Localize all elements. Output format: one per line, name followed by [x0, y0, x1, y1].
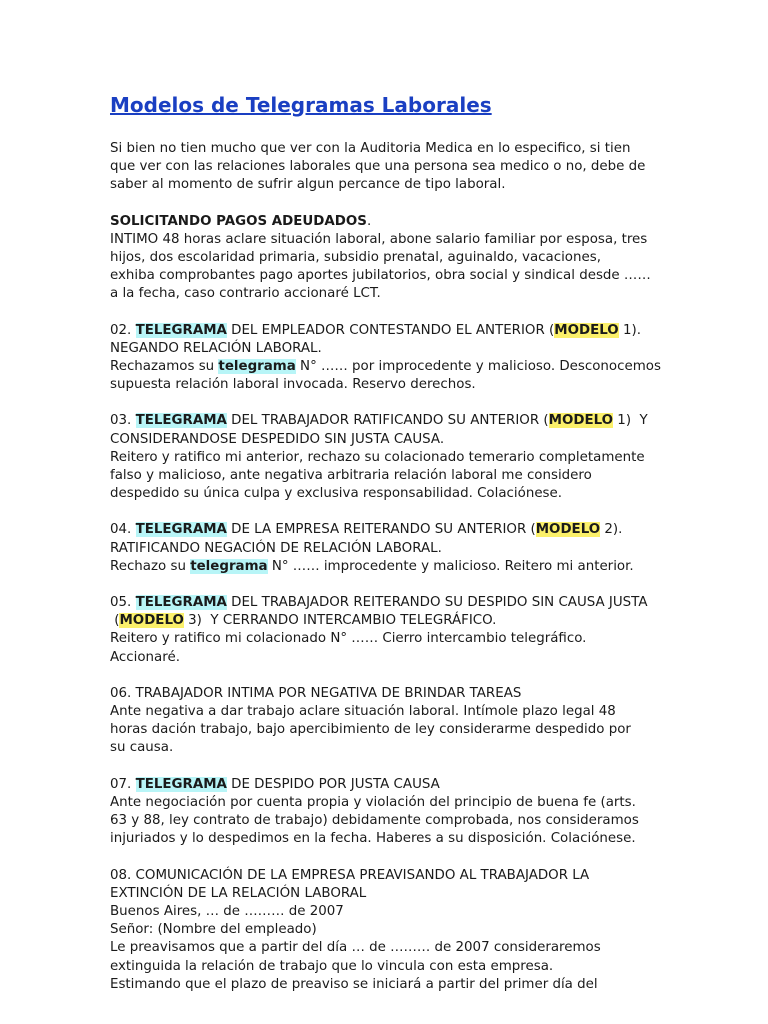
text-fragment: (	[110, 613, 120, 629]
heading-text: SOLICITANDO PAGOS ADEUDADOS	[110, 213, 367, 229]
text-line: su causa.	[110, 740, 174, 756]
text-line: Ante negociación por cuenta propia y violación del principio de buena fe (arts.	[110, 794, 636, 810]
text-line: saber al momento de sufrir algun percance de tipo laboral.	[110, 177, 506, 193]
text-line: Si bien no tien mucho que ver con la Auditoria Medica en lo especifico, si tien	[110, 141, 631, 156]
keyword-highlight: TELEGRAMA	[135, 595, 227, 611]
text-fragment: Rechazo su	[110, 558, 191, 574]
section-02	[110, 322, 670, 395]
section-heading: EXTINCIÓN DE LA RELACIÓN LABORAL	[110, 885, 367, 901]
section-heading	[110, 594, 670, 612]
section-number: 03.	[110, 413, 136, 429]
section-07	[110, 776, 670, 849]
text-line: CONSIDERANDOSE DESPEDIDO SIN JUSTA CAUSA.	[110, 431, 445, 447]
section-number: 07.	[110, 776, 136, 792]
heading-text: 1).	[618, 322, 641, 338]
text-line: despedido su única culpa y exclusiva responsabilidad. Colaciónese.	[110, 486, 563, 502]
text-line: Señor: (Nombre del empleado)	[110, 922, 317, 938]
heading-text: DEL TRABAJADOR REITERANDO SU DESPIDO SIN CAUSA JUSTA	[226, 595, 648, 611]
text-fragment: 3) Y CERRANDO INTERCAMBIO TELEGRÁFICO.	[183, 613, 497, 629]
section-heading	[110, 322, 670, 340]
document-page	[110, 90, 670, 1012]
heading-text: DE LA EMPRESA REITERANDO SU ANTERIOR (	[226, 522, 536, 538]
keyword-highlight: TELEGRAMA	[135, 522, 227, 538]
text-line: Ante negativa a dar trabajo aclare situación laboral. Intímole plazo legal 48	[110, 704, 616, 720]
text-line: exhiba comprobantes pago aportes jubilatorios, obra social y sindical desde ……	[110, 268, 651, 284]
text-line: Accionaré.	[110, 649, 180, 665]
text-line: a la fecha, caso contrario accionaré LCT.	[110, 286, 381, 302]
text-line: Reitero y ratifico mi colacionado N° …… Cierro intercambio telegráfico.	[110, 631, 587, 647]
heading-text: DEL EMPLEADOR CONTESTANDO EL ANTERIOR (	[226, 322, 555, 338]
text-line: RATIFICANDO NEGACIÓN DE RELACIÓN LABORAL.	[110, 540, 442, 556]
section-heading	[110, 521, 670, 539]
intro-paragraph	[110, 140, 670, 195]
text-line: que ver con las relaciones laborales que una persona sea medico o no, debe de	[110, 159, 646, 175]
text-line	[110, 358, 670, 376]
text-line	[110, 558, 670, 576]
section-heading: 08. COMUNICACIÓN DE LA EMPRESA PREAVISANDO AL TRABAJADOR LA	[110, 867, 590, 883]
section-heading	[110, 213, 670, 231]
keyword-highlight: telegrama	[190, 558, 268, 574]
section-number: 05.	[110, 595, 136, 611]
keyword-highlight: TELEGRAMA	[135, 322, 227, 338]
section-06	[110, 685, 670, 758]
text-line: Le preavisamos que a partir del día … de ……… de 2007 consideraremos	[110, 940, 601, 956]
text-line: Reitero y ratifico mi anterior, rechazo su colacionado temerario completamente	[110, 449, 645, 465]
keyword-highlight: MODELO	[535, 522, 601, 538]
heading-text: 2).	[600, 522, 623, 538]
text-line: 63 y 88, ley contrato de trabajo) debidamente comprobada, nos consideramos	[110, 813, 639, 829]
section-08	[110, 867, 670, 994]
section-heading	[110, 412, 670, 430]
page-title[interactable]: Modelos de Telegramas Laborales	[110, 93, 492, 117]
text-line: INTIMO 48 horas aclare situación laboral, abone salario familiar por esposa, tres	[110, 231, 648, 247]
text-line: Buenos Aires, … de ……… de 2007	[110, 903, 344, 919]
heading-text: 1) Y	[613, 413, 648, 429]
keyword-highlight: TELEGRAMA	[135, 776, 227, 792]
keyword-highlight: MODELO	[554, 322, 619, 338]
section-05	[110, 594, 670, 667]
text-line: Estimando que el plazo de preaviso se iniciará a partir del primer día del	[110, 976, 598, 992]
heading-text: DEL TRABAJADOR RATIFICANDO SU ANTERIOR (	[226, 413, 549, 429]
keyword-highlight: telegrama	[218, 359, 296, 375]
text-line: extinguida la relación de trabajo que lo vincula con esta empresa.	[110, 958, 554, 974]
text-fragment: N° …… improcedente y malicioso. Reitero mi anterior.	[267, 558, 634, 574]
text-line: injuriados y lo despedimos en la fecha. Haberes a su disposición. Colaciónese.	[110, 831, 636, 847]
section-number: 02.	[110, 322, 136, 338]
keyword-highlight: MODELO	[119, 613, 184, 629]
section-01	[110, 213, 670, 304]
text-line: hijos, dos escolaridad primaria, subsidio prenatal, aguinaldo, vacaciones,	[110, 250, 601, 266]
text-fragment: Rechazamos su	[110, 359, 219, 375]
text-fragment: N° …… por improcedente y malicioso. Desconocemos	[295, 359, 661, 375]
text-line: falso y malicioso, ante negativa arbitraria relación laboral me considero	[110, 468, 592, 484]
text-line: supuesta relación laboral invocada. Reservo derechos.	[110, 377, 476, 393]
section-heading: 06. TRABAJADOR INTIMA POR NEGATIVA DE BRINDAR TAREAS	[110, 685, 522, 701]
section-heading	[110, 776, 670, 794]
keyword-highlight: MODELO	[548, 413, 614, 429]
heading-period: .	[366, 213, 372, 229]
text-line	[110, 612, 670, 630]
section-03	[110, 412, 670, 503]
text-line: NEGANDO RELACIÓN LABORAL.	[110, 340, 322, 356]
section-number: 04.	[110, 522, 136, 538]
keyword-highlight: TELEGRAMA	[135, 413, 227, 429]
heading-text: DE DESPIDO POR JUSTA CAUSA	[226, 776, 440, 792]
text-line: horas dación trabajo, bajo apercibimiento de ley considerarme despedido por	[110, 722, 631, 738]
section-04	[110, 521, 670, 576]
